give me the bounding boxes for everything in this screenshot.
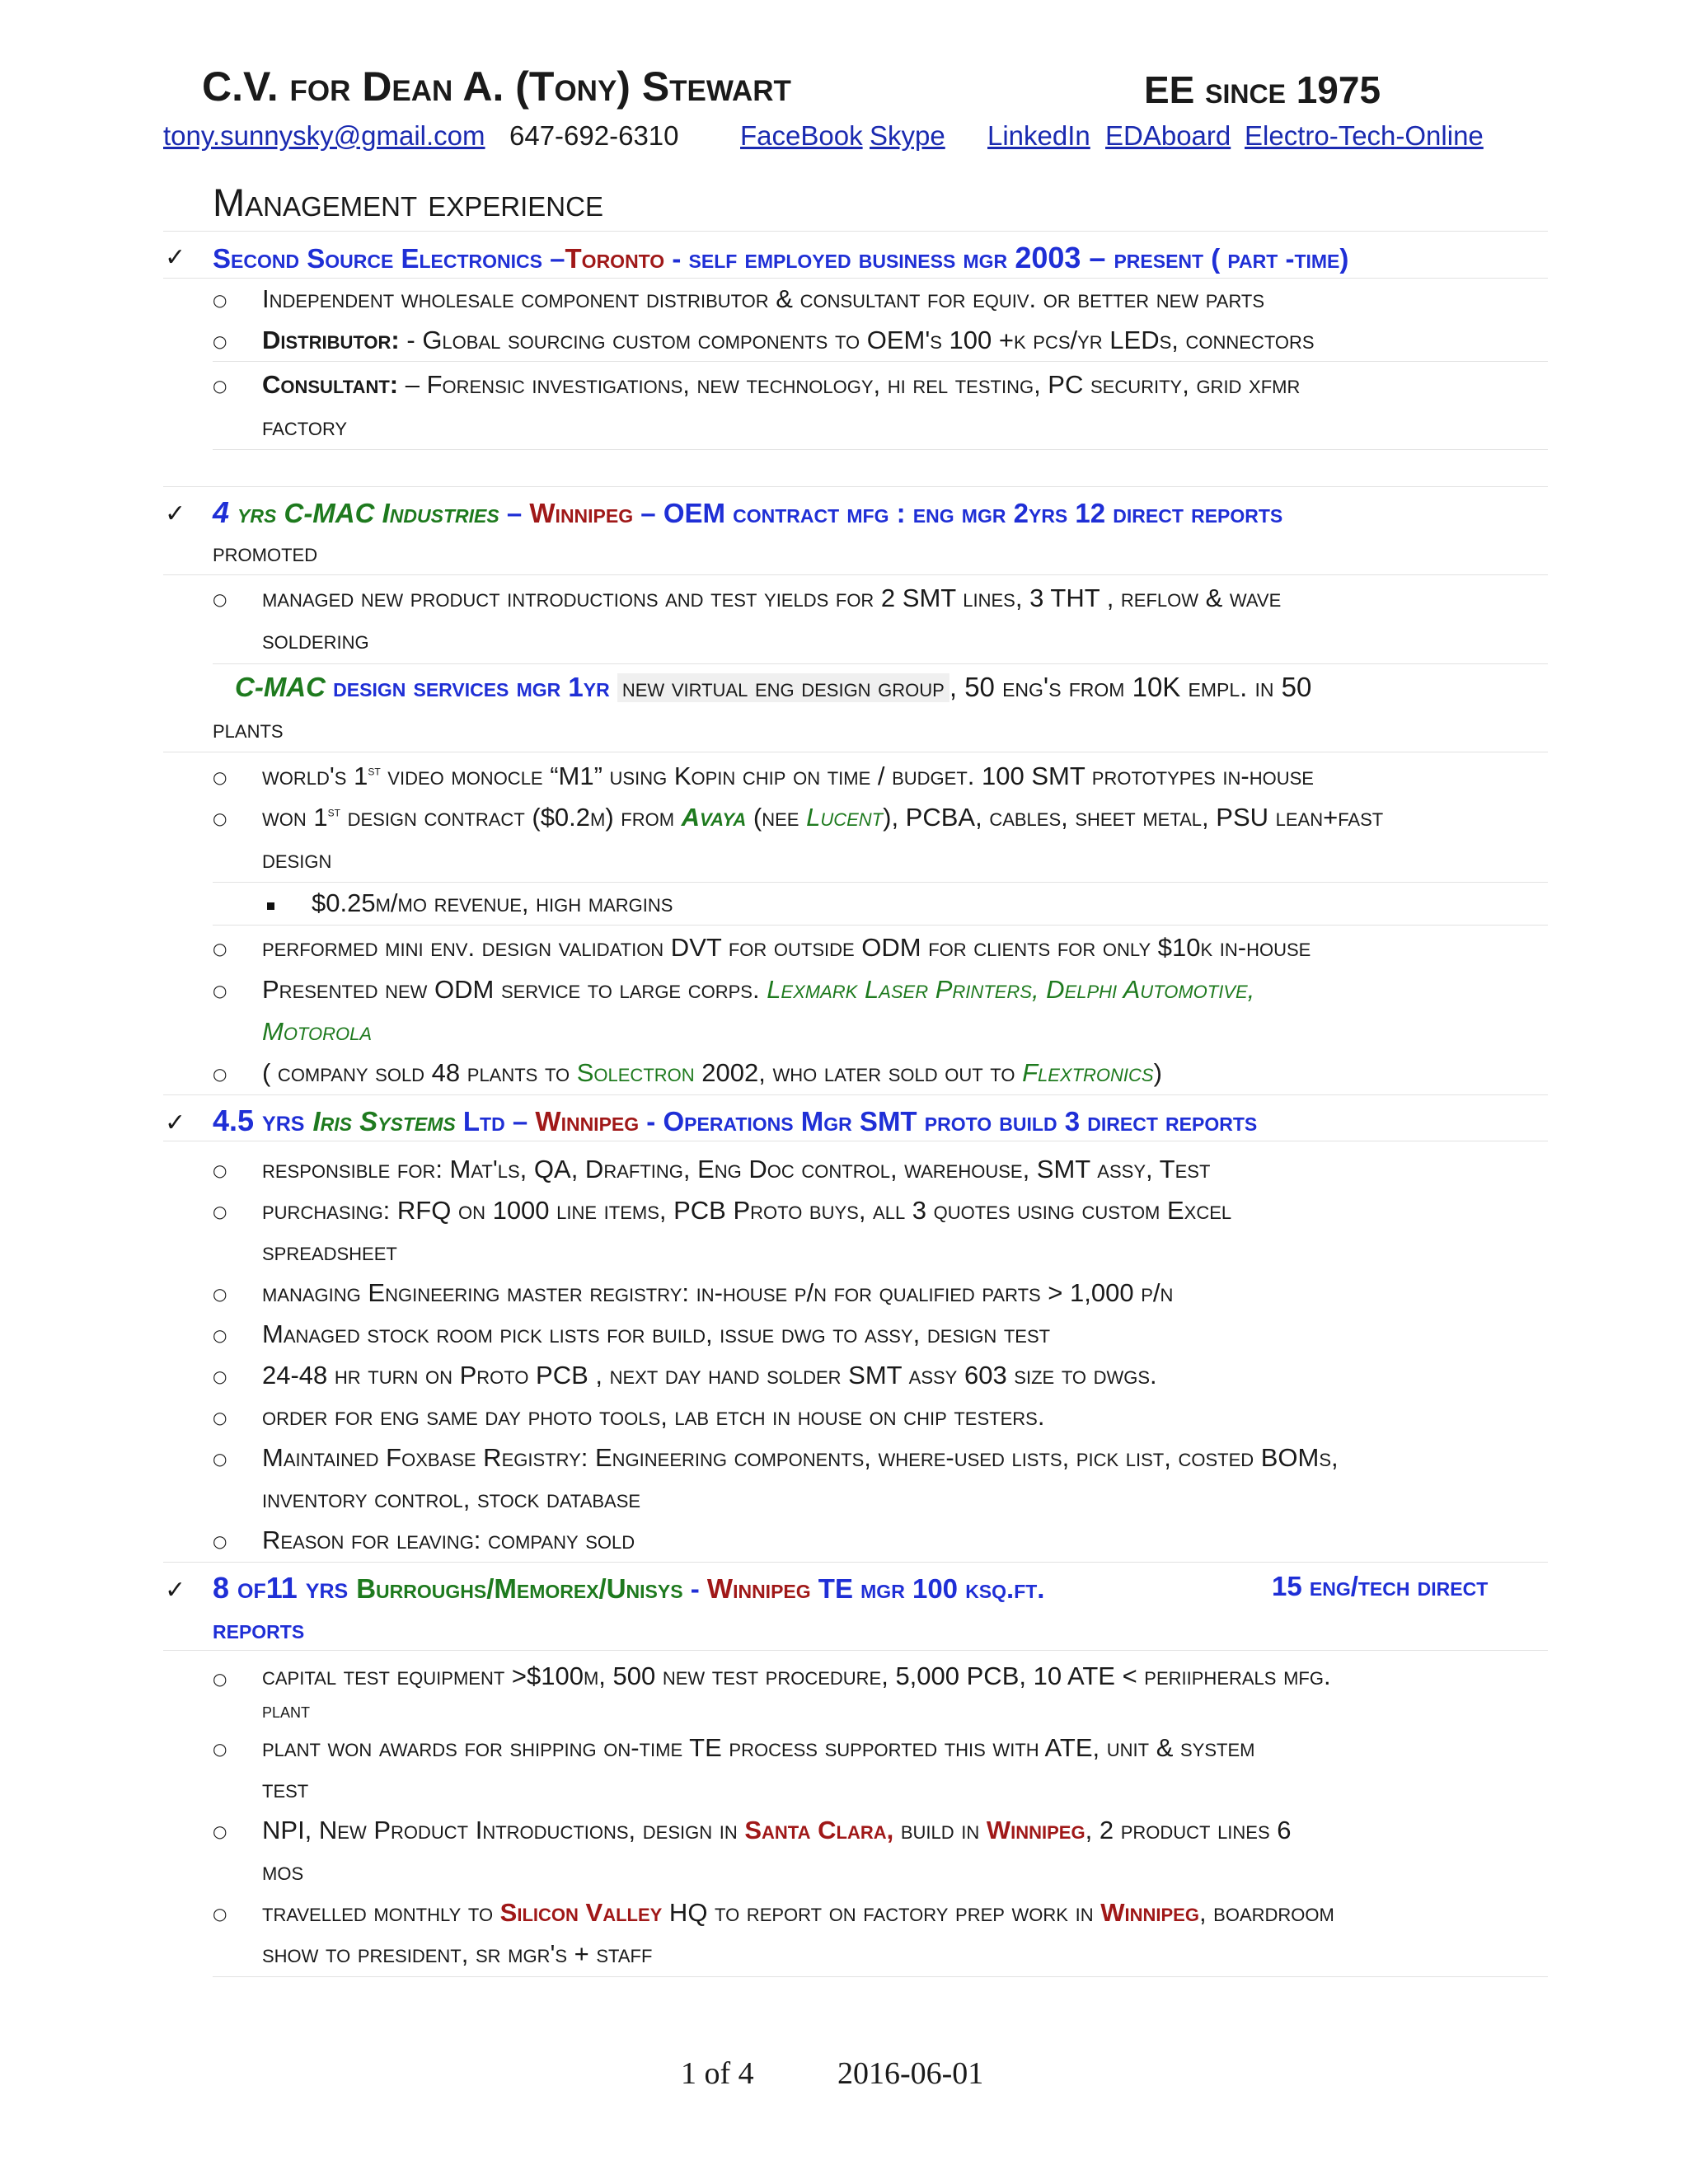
list-item-continuation: Motorola bbox=[262, 1017, 372, 1046]
list-item: travelled monthly to Silicon Valley HQ to report on factory prep work in Winnipeg, boardroom bbox=[262, 1898, 1334, 1927]
list-item: Consultant: – Forensic investigations, new technology, hi rel testing, PC security, grid xfmr bbox=[262, 370, 1301, 399]
bullet-icon: ○ bbox=[213, 589, 227, 609]
divider bbox=[213, 663, 1548, 664]
job-heading-continuation: promoted bbox=[213, 538, 318, 567]
divider bbox=[213, 361, 1548, 362]
list-item: Distributor: - Global sourcing custom components to OEM's 100 +k pcs/yr LEDs, connectors bbox=[262, 326, 1315, 354]
check-icon: ✓ bbox=[165, 499, 186, 528]
divider bbox=[163, 1094, 1548, 1095]
list-item-continuation: design bbox=[262, 845, 332, 874]
check-icon: ✓ bbox=[165, 1108, 186, 1137]
list-item-continuation: show to president, sr mgr's + staff bbox=[262, 1939, 653, 1968]
bullet-icon: ○ bbox=[213, 1064, 227, 1084]
job-heading-c-mac: 4 yrs C-MAC Industries – Winnipeg – OEM contract mfg : eng mgr 2yrs 12 direct reports bbox=[213, 495, 1283, 529]
bullet-icon: ○ bbox=[213, 290, 227, 310]
list-item: Maintained Foxbase Registry: Engineering components, where-used lists, pick list, costed BOMs, bbox=[262, 1443, 1339, 1472]
divider bbox=[163, 486, 1548, 487]
check-icon: ✓ bbox=[165, 243, 186, 272]
divider bbox=[213, 925, 1548, 926]
ee-since-label: EE since 1975 bbox=[1144, 68, 1381, 111]
list-item: Presented new ODM service to large corps. Lexmark Laser Printers, Delphi Automotive, bbox=[262, 975, 1255, 1004]
bullet-icon: ○ bbox=[213, 1202, 227, 1221]
list-item: world's 1st video monocle “M1” using Kopin chip on time / budget. 100 SMT prototypes in-house bbox=[262, 762, 1314, 790]
list-item-continuation: mos bbox=[262, 1857, 304, 1886]
electro-tech-online-link[interactable]: Electro-Tech-Online bbox=[1245, 120, 1484, 151]
list-item: $0.25m/mo revenue, high margins bbox=[312, 888, 673, 917]
bullet-icon: ○ bbox=[213, 1904, 227, 1924]
bullet-icon: ○ bbox=[213, 331, 227, 351]
document-title: C.V. for Dean A. (Tony) Stewart bbox=[202, 63, 791, 110]
divider bbox=[213, 1976, 1548, 1977]
list-item-continuation: soldering bbox=[262, 626, 369, 654]
edaboard-link[interactable]: EDAboard bbox=[1105, 120, 1231, 151]
divider bbox=[163, 1650, 1548, 1651]
bullet-icon: ○ bbox=[213, 1408, 227, 1427]
list-item: performed mini env. design validation DVT for outside ODM for clients for only $10k in-house bbox=[262, 933, 1311, 962]
page-number: 1 of 4 bbox=[681, 2056, 754, 2091]
list-item-continuation: test bbox=[262, 1774, 309, 1803]
divider bbox=[163, 574, 1548, 575]
list-item: won 1st design contract ($0.2m) from Avaya (nee Lucent), PCBA, cables, sheet metal, PSU lean+fast bbox=[262, 803, 1384, 832]
bullet-icon: ○ bbox=[213, 808, 227, 828]
job-heading-burroughs: 8 of11 yrs Burroughs/Memorex/Unisys - Winnipeg TE mgr 100 ksq.ft. bbox=[213, 1571, 1045, 1605]
list-item: purchasing: RFQ on 1000 line items, PCB Proto buys, all 3 quotes using custom Excel bbox=[262, 1196, 1232, 1225]
job-heading-continuation: reports bbox=[213, 1614, 305, 1644]
bullet-icon: ○ bbox=[213, 1531, 227, 1551]
list-item: managed new product introductions and test yields for 2 SMT lines, 3 THT , reflow & wave bbox=[262, 583, 1282, 612]
bullet-icon: ○ bbox=[213, 1739, 227, 1759]
square-bullet-icon bbox=[267, 902, 274, 910]
list-item-continuation: plant bbox=[262, 1698, 311, 1722]
check-icon: ✓ bbox=[165, 1576, 186, 1605]
bullet-icon: ○ bbox=[213, 1284, 227, 1304]
list-item-continuation: inventory control, stock database bbox=[262, 1484, 641, 1513]
list-item: 24-48 hr turn on Proto PCB , next day hand solder SMT assy 603 size to dwgs. bbox=[262, 1361, 1157, 1390]
list-item: responsible for: Mat'ls, QA, Drafting, Eng Doc control, warehouse, SMT assy, Test bbox=[262, 1155, 1211, 1183]
bullet-icon: ○ bbox=[213, 1325, 227, 1345]
list-item: Managed stock room pick lists for build, issue dwg to assy, design test bbox=[262, 1319, 1051, 1348]
divider bbox=[213, 882, 1548, 883]
direct-reports-label: 15 eng/tech direct bbox=[1272, 1571, 1489, 1601]
bullet-icon: ○ bbox=[213, 1669, 227, 1689]
divider bbox=[163, 231, 1548, 232]
email-link[interactable]: tony.sunnysky@gmail.com bbox=[163, 120, 485, 151]
facebook-link[interactable]: FaceBook bbox=[740, 120, 863, 151]
list-item: capital test equipment >$100m, 500 new test procedure, 5,000 PCB, 10 ATE < periipherals mfg. bbox=[262, 1661, 1331, 1690]
phone-number: 647-692-6310 bbox=[509, 120, 679, 151]
sub-heading-design-services: C-MAC design services mgr 1yr new virtual eng design group , 50 eng's from 10K empl. in 50 bbox=[235, 672, 1312, 702]
list-item: plant won awards for shipping on-time TE process supported this with ATE, unit & system bbox=[262, 1733, 1255, 1762]
bullet-icon: ○ bbox=[213, 1366, 227, 1386]
bullet-icon: ○ bbox=[213, 376, 227, 396]
job-heading-second-source: Second Source Electronics –Toronto - self employed business mgr 2003 – present ( part -time) bbox=[213, 241, 1349, 274]
list-item: Reason for leaving: company sold bbox=[262, 1526, 635, 1554]
list-item-continuation: spreadsheet bbox=[262, 1237, 397, 1266]
bullet-icon: ○ bbox=[213, 939, 227, 958]
sub-heading-continuation: plants bbox=[213, 715, 284, 743]
linkedin-link[interactable]: LinkedIn bbox=[987, 120, 1090, 151]
bullet-icon: ○ bbox=[213, 767, 227, 787]
section-title: Management experience bbox=[213, 180, 603, 224]
bullet-icon: ○ bbox=[213, 981, 227, 1001]
document-date: 2016-06-01 bbox=[837, 2056, 984, 2091]
divider bbox=[213, 449, 1548, 450]
bullet-icon: ○ bbox=[213, 1821, 227, 1841]
list-item: NPI, New Product Introductions, design in Santa Clara, build in Winnipeg, 2 product lines 6 bbox=[262, 1816, 1292, 1844]
divider bbox=[163, 278, 1548, 279]
list-item: ( company sold 48 plants to Solectron 2002, who later sold out to Flextronics) bbox=[262, 1058, 1162, 1087]
bullet-icon: ○ bbox=[213, 1160, 227, 1180]
list-item: managing Engineering master registry: in-house p/n for qualified parts > 1,000 p/n bbox=[262, 1278, 1174, 1307]
job-heading-iris-systems: 4.5 yrs Iris Systems Ltd – Winnipeg - Operations Mgr SMT proto build 3 direct reports bbox=[213, 1104, 1258, 1137]
divider bbox=[163, 1562, 1548, 1563]
list-item: Independent wholesale component distributor & consultant for equiv. or better new parts bbox=[262, 284, 1265, 313]
list-item-continuation: factory bbox=[262, 412, 348, 441]
list-item: order for eng same day photo tools, lab etch in house on chip testers. bbox=[262, 1402, 1045, 1431]
bullet-icon: ○ bbox=[213, 1449, 227, 1469]
skype-link[interactable]: Skype bbox=[870, 120, 945, 151]
